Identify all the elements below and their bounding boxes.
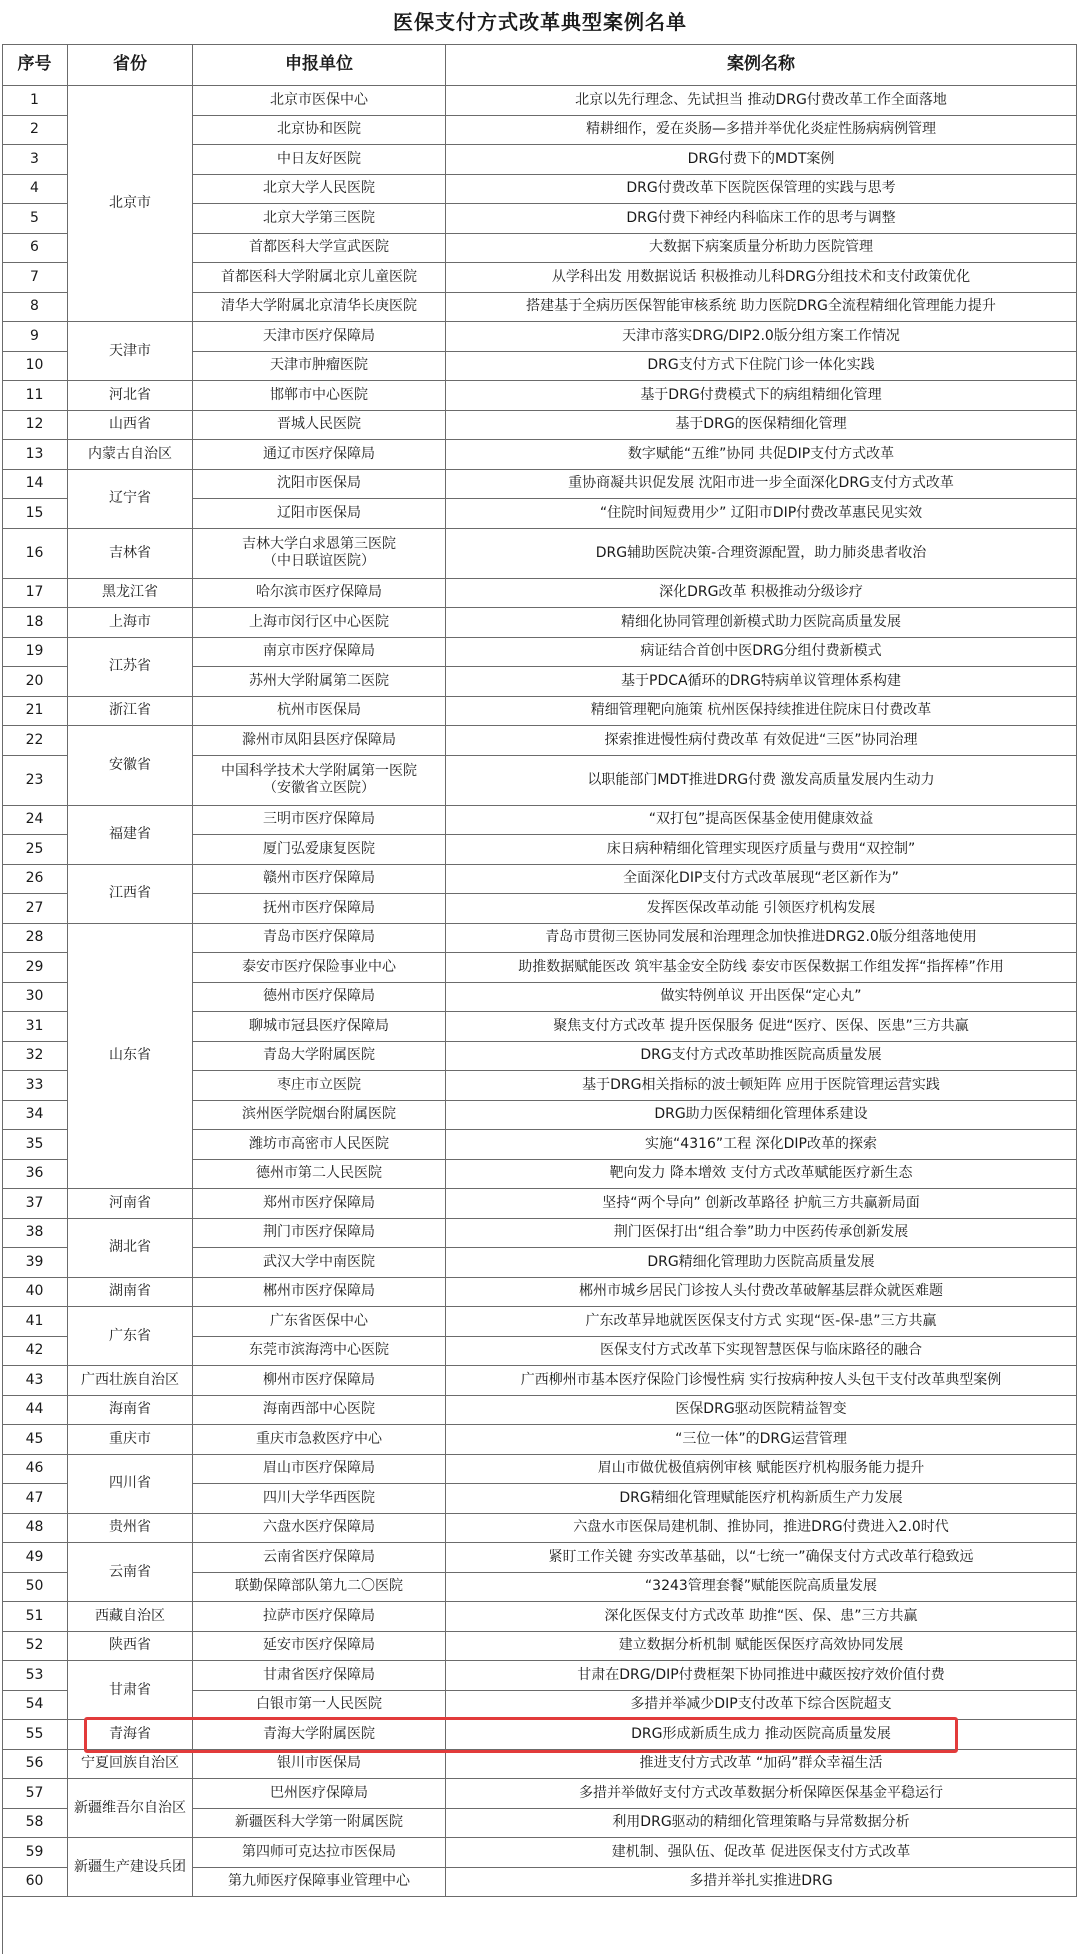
- case-name-cell: DRG精细化管理助力医院高质量发展: [446, 1248, 1077, 1278]
- row-number-cell: 18: [2, 608, 68, 638]
- province-cell: 浙江省: [68, 697, 193, 727]
- unit-cell: 沈阳市医保局: [193, 470, 446, 500]
- province-cell: 天津市: [68, 322, 193, 381]
- province-cell: 湖南省: [68, 1278, 193, 1308]
- row-number-cell: 11: [2, 381, 68, 411]
- row-number-cell: 46: [2, 1455, 68, 1485]
- province-cell: 江西省: [68, 865, 193, 924]
- document-title: 医保支付方式改革典型案例名单: [393, 10, 687, 34]
- row-number-cell: 55: [2, 1720, 68, 1750]
- header-province: 省份: [68, 44, 193, 86]
- row-number-cell: 58: [2, 1809, 68, 1839]
- case-name-cell: 多措并举减少DIP支付改革下综合医院超支: [446, 1691, 1077, 1721]
- row-number-cell: 45: [2, 1425, 68, 1455]
- province-cell: 陕西省: [68, 1632, 193, 1662]
- unit-cell: 东莞市滨海湾中心医院: [193, 1337, 446, 1367]
- unit-cell: 郑州市医疗保障局: [193, 1189, 446, 1219]
- province-cell: 吉林省: [68, 529, 193, 579]
- unit-cell: 北京大学人民医院: [193, 175, 446, 205]
- province-cell: 河北省: [68, 381, 193, 411]
- row-number-cell: 37: [2, 1189, 68, 1219]
- province-cell: 新疆生产建设兵团: [68, 1838, 193, 1897]
- case-name-cell: 数字赋能“五维”协同 共促DIP支付方式改革: [446, 440, 1077, 470]
- case-name-cell: 基于DRG的医保精细化管理: [446, 411, 1077, 441]
- unit-cell: 延安市医疗保障局: [193, 1632, 446, 1662]
- unit-cell: 潍坊市高密市人民医院: [193, 1130, 446, 1160]
- case-name-cell: 精细管理靶向施策 杭州医保持续推进住院床日付费改革: [446, 697, 1077, 727]
- unit-cell: 第四师可克达拉市医保局: [193, 1838, 446, 1868]
- unit-cell: 广东省医保中心: [193, 1307, 446, 1337]
- row-number-cell: 7: [2, 263, 68, 293]
- unit-cell: 郴州市医疗保障局: [193, 1278, 446, 1308]
- header-unit: 申报单位: [193, 44, 446, 86]
- unit-cell: 四川大学华西医院: [193, 1484, 446, 1514]
- unit-cell: 清华大学附属北京清华长庚医院: [193, 293, 446, 323]
- row-number-cell: 36: [2, 1160, 68, 1190]
- case-name-cell: “3243管理套餐”赋能医院高质量发展: [446, 1573, 1077, 1603]
- case-name-cell: 精细化协同管理创新模式助力医院高质量发展: [446, 608, 1077, 638]
- case-name-cell: “住院时间短费用少” 辽阳市DIP付费改革惠民见实效: [446, 499, 1077, 529]
- case-name-cell: 荆门医保打出“组合拳”助力中医药传承创新发展: [446, 1219, 1077, 1249]
- province-cell: 新疆维吾尔自治区: [68, 1779, 193, 1838]
- case-name-cell: 实施“4316”工程 深化DIP改革的探索: [446, 1130, 1077, 1160]
- case-name-cell: 广西柳州市基本医疗保险门诊慢性病 实行按病种按人头包干支付改革典型案例: [446, 1366, 1077, 1396]
- unit-cell: 泰安市医疗保险事业中心: [193, 953, 446, 983]
- case-name-cell: 甘肃在DRG/DIP付费框架下协同推进中藏医按疗效价值付费: [446, 1661, 1077, 1691]
- row-number-cell: 22: [2, 726, 68, 756]
- province-cell: 辽宁省: [68, 470, 193, 529]
- row-number-cell: 24: [2, 806, 68, 836]
- unit-cell: 德州市第二人民医院: [193, 1160, 446, 1190]
- row-number-cell: 23: [2, 756, 68, 806]
- unit-cell: 联勤保障部队第九二〇医院: [193, 1573, 446, 1603]
- unit-cell: 抚州市医疗保障局: [193, 894, 446, 924]
- row-number-cell: 10: [2, 352, 68, 382]
- unit-cell: 辽阳市医保局: [193, 499, 446, 529]
- case-name-cell: DRG助力医保精细化管理体系建设: [446, 1101, 1077, 1131]
- case-name-cell: 做实特例单议 开出医保“定心丸”: [446, 983, 1077, 1013]
- row-number-cell: 1: [2, 86, 68, 116]
- case-name-cell: DRG支付方式下住院门诊一体化实践: [446, 352, 1077, 382]
- unit-cell: 云南省医疗保障局: [193, 1543, 446, 1573]
- unit-cell: 聊城市冠县医疗保障局: [193, 1012, 446, 1042]
- row-number-cell: 15: [2, 499, 68, 529]
- row-number-cell: 5: [2, 204, 68, 234]
- unit-cell: 北京市医保中心: [193, 86, 446, 116]
- row-number-cell: 33: [2, 1071, 68, 1101]
- row-number-cell: 8: [2, 293, 68, 323]
- unit-cell: 天津市肿瘤医院: [193, 352, 446, 382]
- row-number-cell: 19: [2, 638, 68, 668]
- unit-cell: 甘肃省医疗保障局: [193, 1661, 446, 1691]
- unit-cell: 南京市医疗保障局: [193, 638, 446, 668]
- province-cell: 山东省: [68, 924, 193, 1190]
- row-number-cell: 4: [2, 175, 68, 205]
- unit-cell: 吉林大学白求恩第三医院 （中日联谊医院）: [193, 529, 446, 579]
- province-cell: 黑龙江省: [68, 579, 193, 609]
- case-name-cell: 天津市落实DRG/DIP2.0版分组方案工作情况: [446, 322, 1077, 352]
- row-number-cell: 17: [2, 579, 68, 609]
- row-number-cell: 39: [2, 1248, 68, 1278]
- row-number-cell: 49: [2, 1543, 68, 1573]
- header-number: 序号: [2, 44, 68, 86]
- unit-cell: 滨州医学院烟台附属医院: [193, 1101, 446, 1131]
- case-name-cell: 深化医保支付方式改革 助推“医、保、患”三方共赢: [446, 1602, 1077, 1632]
- row-number-cell: 32: [2, 1042, 68, 1072]
- row-number-cell: 3: [2, 145, 68, 175]
- case-name-cell: DRG支付方式改革助推医院高质量发展: [446, 1042, 1077, 1072]
- province-cell: 广西壮族自治区: [68, 1366, 193, 1396]
- row-number-cell: 57: [2, 1779, 68, 1809]
- province-cell: 广东省: [68, 1307, 193, 1366]
- province-cell: 福建省: [68, 806, 193, 865]
- case-name-cell: “双打包”提高医保基金使用健康效益: [446, 806, 1077, 836]
- unit-cell: 首都医科大学附属北京儿童医院: [193, 263, 446, 293]
- case-name-cell: 建机制、强队伍、促改革 促进医保支付方式改革: [446, 1838, 1077, 1868]
- row-number-cell: 2: [2, 116, 68, 146]
- case-name-cell: 搭建基于全病历医保智能审核系统 助力医院DRG全流程精细化管理能力提升: [446, 293, 1077, 323]
- unit-cell: 眉山市医疗保障局: [193, 1455, 446, 1485]
- province-cell: 上海市: [68, 608, 193, 638]
- row-number-cell: 16: [2, 529, 68, 579]
- province-cell: 云南省: [68, 1543, 193, 1602]
- row-number-cell: 44: [2, 1396, 68, 1426]
- province-cell: 贵州省: [68, 1514, 193, 1544]
- unit-cell: 枣庄市立医院: [193, 1071, 446, 1101]
- row-number-cell: 30: [2, 983, 68, 1013]
- case-name-cell: 床日病种精细化管理实现医疗质量与费用“双控制”: [446, 835, 1077, 865]
- unit-cell: 通辽市医疗保障局: [193, 440, 446, 470]
- unit-cell: 荆门市医疗保障局: [193, 1219, 446, 1249]
- case-name-cell: 医保支付方式改革下实现智慧医保与临床路径的融合: [446, 1337, 1077, 1367]
- row-number-cell: 54: [2, 1691, 68, 1721]
- case-name-cell: 北京以先行理念、先试担当 推动DRG付费改革工作全面落地: [446, 86, 1077, 116]
- case-name-cell: 青岛市贯彻三医协同发展和治理理念加快推进DRG2.0版分组落地使用: [446, 924, 1077, 954]
- row-number-cell: 25: [2, 835, 68, 865]
- province-cell: 甘肃省: [68, 1661, 193, 1720]
- case-name-cell: “三位一体”的DRG运营管理: [446, 1425, 1077, 1455]
- province-cell: 重庆市: [68, 1425, 193, 1455]
- case-name-cell: DRG付费下的MDT案例: [446, 145, 1077, 175]
- case-name-cell: 精耕细作，爱在炎肠—多措并举优化炎症性肠病病例管理: [446, 116, 1077, 146]
- province-cell: 内蒙古自治区: [68, 440, 193, 470]
- header-case: 案例名称: [446, 44, 1077, 86]
- unit-cell: 白银市第一人民医院: [193, 1691, 446, 1721]
- row-number-cell: 60: [2, 1868, 68, 1898]
- case-name-cell: 基于DRG付费模式下的病组精细化管理: [446, 381, 1077, 411]
- case-name-cell: 探索推进慢性病付费改革 有效促进“三医”协同治理: [446, 726, 1077, 756]
- row-number-cell: 50: [2, 1573, 68, 1603]
- case-name-cell: 郴州市城乡居民门诊按人头付费改革破解基层群众就医难题: [446, 1278, 1077, 1308]
- case-name-cell: 多措并举扎实推进DRG: [446, 1868, 1077, 1898]
- case-name-cell: DRG付费改革下医院医保管理的实践与思考: [446, 175, 1077, 205]
- unit-cell: 三明市医疗保障局: [193, 806, 446, 836]
- unit-cell: 北京大学第三医院: [193, 204, 446, 234]
- case-name-cell: 全面深化DIP支付方式改革展现“老区新作为”: [446, 865, 1077, 895]
- province-cell: 河南省: [68, 1189, 193, 1219]
- case-name-cell: 发挥医保改革动能 引领医疗机构发展: [446, 894, 1077, 924]
- case-name-cell: 眉山市做优极值病例审核 赋能医疗机构服务能力提升: [446, 1455, 1077, 1485]
- row-number-cell: 52: [2, 1632, 68, 1662]
- case-name-cell: 医保DRG驱动医院精益智变: [446, 1396, 1077, 1426]
- case-name-cell: DRG精细化管理赋能医疗机构新质生产力发展: [446, 1484, 1077, 1514]
- case-name-cell: 重协商凝共识促发展 沈阳市进一步全面深化DRG支付方式改革: [446, 470, 1077, 500]
- row-number-cell: 26: [2, 865, 68, 895]
- case-name-cell: 六盘水市医保局建机制、推协同，推进DRG付费进入2.0时代: [446, 1514, 1077, 1544]
- case-name-cell: 基于DRG相关指标的波士顿矩阵 应用于医院管理运营实践: [446, 1071, 1077, 1101]
- row-number-cell: 40: [2, 1278, 68, 1308]
- unit-cell: 武汉大学中南医院: [193, 1248, 446, 1278]
- province-cell: 西藏自治区: [68, 1602, 193, 1632]
- row-number-cell: 43: [2, 1366, 68, 1396]
- unit-cell: 重庆市急救医疗中心: [193, 1425, 446, 1455]
- case-table: [2, 44, 1077, 1954]
- unit-cell: 德州市医疗保障局: [193, 983, 446, 1013]
- row-number-cell: 13: [2, 440, 68, 470]
- row-number-cell: 31: [2, 1012, 68, 1042]
- row-number-cell: 41: [2, 1307, 68, 1337]
- case-name-cell: 紧盯工作关键 夯实改革基础，以“七统一”确保支付方式改革行稳致远: [446, 1543, 1077, 1573]
- row-number-cell: 27: [2, 894, 68, 924]
- unit-cell: 北京协和医院: [193, 116, 446, 146]
- row-number-cell: 38: [2, 1219, 68, 1249]
- unit-cell: 邯郸市中心医院: [193, 381, 446, 411]
- case-name-cell: 深化DRG改革 积极推动分级诊疗: [446, 579, 1077, 609]
- case-name-cell: DRG形成新质生成力 推动医院高质量发展: [446, 1720, 1077, 1750]
- province-cell: 湖北省: [68, 1219, 193, 1278]
- unit-cell: 天津市医疗保障局: [193, 322, 446, 352]
- province-cell: 山西省: [68, 411, 193, 441]
- row-number-cell: 14: [2, 470, 68, 500]
- case-name-cell: DRG付费下神经内科临床工作的思考与调整: [446, 204, 1077, 234]
- unit-cell: 苏州大学附属第二医院: [193, 667, 446, 697]
- province-cell: 四川省: [68, 1455, 193, 1514]
- province-cell: 海南省: [68, 1396, 193, 1426]
- row-number-cell: 21: [2, 697, 68, 727]
- unit-cell: 赣州市医疗保障局: [193, 865, 446, 895]
- unit-cell: 柳州市医疗保障局: [193, 1366, 446, 1396]
- unit-cell: 青岛大学附属医院: [193, 1042, 446, 1072]
- unit-cell: 新疆医科大学第一附属医院: [193, 1809, 446, 1839]
- case-name-cell: 广东改革异地就医医保支付方式 实现“医-保-患”三方共赢: [446, 1307, 1077, 1337]
- row-number-cell: 12: [2, 411, 68, 441]
- unit-cell: 银川市医保局: [193, 1750, 446, 1780]
- row-number-cell: 59: [2, 1838, 68, 1868]
- row-number-cell: 51: [2, 1602, 68, 1632]
- case-name-cell: 坚持“两个导向” 创新改革路径 护航三方共赢新局面: [446, 1189, 1077, 1219]
- unit-cell: 青岛市医疗保障局: [193, 924, 446, 954]
- row-number-cell: 47: [2, 1484, 68, 1514]
- case-name-cell: 基于PDCA循环的DRG特病单议管理体系构建: [446, 667, 1077, 697]
- row-number-cell: 56: [2, 1750, 68, 1780]
- case-name-cell: 病证结合首创中医DRG分组付费新模式: [446, 638, 1077, 668]
- case-name-cell: 从学科出发 用数据说话 积极推动儿科DRG分组技术和支付政策优化: [446, 263, 1077, 293]
- case-name-cell: 聚焦支付方式改革 提升医保服务 促进“医疗、医保、医患”三方共赢: [446, 1012, 1077, 1042]
- row-number-cell: 9: [2, 322, 68, 352]
- case-name-cell: 靶向发力 降本增效 支付方式改革赋能医疗新生态: [446, 1160, 1077, 1190]
- province-cell: 安徽省: [68, 726, 193, 806]
- row-number-cell: 6: [2, 234, 68, 264]
- row-number-cell: 42: [2, 1337, 68, 1367]
- case-name-cell: 大数据下病案质量分析助力医院管理: [446, 234, 1077, 264]
- unit-cell: 海南西部中心医院: [193, 1396, 446, 1426]
- unit-cell: 杭州市医保局: [193, 697, 446, 727]
- case-name-cell: 助推数据赋能医改 筑牢基金安全防线 泰安市医保数据工作组发挥“指挥棒”作用: [446, 953, 1077, 983]
- case-name-cell: 以职能部门MDT推进DRG付费 激发高质量发展内生动力: [446, 756, 1077, 806]
- row-number-cell: 29: [2, 953, 68, 983]
- case-name-cell: 利用DRG驱动的精细化管理策略与异常数据分析: [446, 1809, 1077, 1839]
- unit-cell: 首都医科大学宣武医院: [193, 234, 446, 264]
- row-number-cell: 34: [2, 1101, 68, 1131]
- unit-cell: 中国科学技术大学附属第一医院 （安徽省立医院）: [193, 756, 446, 806]
- unit-cell: 中日友好医院: [193, 145, 446, 175]
- case-name-cell: 建立数据分析机制 赋能医保医疗高效协同发展: [446, 1632, 1077, 1662]
- unit-cell: 巴州医疗保障局: [193, 1779, 446, 1809]
- unit-cell: 六盘水医疗保障局: [193, 1514, 446, 1544]
- unit-cell: 厦门弘爱康复医院: [193, 835, 446, 865]
- unit-cell: 哈尔滨市医疗保障局: [193, 579, 446, 609]
- unit-cell: 晋城人民医院: [193, 411, 446, 441]
- row-number-cell: 48: [2, 1514, 68, 1544]
- province-cell: 江苏省: [68, 638, 193, 697]
- province-cell: 宁夏回族自治区: [68, 1750, 193, 1780]
- case-name-cell: 多措并举做好支付方式改革数据分析保障医保基金平稳运行: [446, 1779, 1077, 1809]
- row-number-cell: 28: [2, 924, 68, 954]
- row-number-cell: 20: [2, 667, 68, 697]
- unit-cell: 上海市闵行区中心医院: [193, 608, 446, 638]
- unit-cell: 第九师医疗保障事业管理中心: [193, 1868, 446, 1898]
- province-cell: 北京市: [68, 86, 193, 322]
- case-name-cell: 推进支付方式改革 “加码”群众幸福生活: [446, 1750, 1077, 1780]
- unit-cell: 拉萨市医疗保障局: [193, 1602, 446, 1632]
- province-cell: 青海省: [68, 1720, 193, 1750]
- row-number-cell: 53: [2, 1661, 68, 1691]
- row-number-cell: 35: [2, 1130, 68, 1160]
- unit-cell: 滁州市凤阳县医疗保障局: [193, 726, 446, 756]
- case-name-cell: DRG辅助医院决策-合理资源配置，助力肺炎患者收治: [446, 529, 1077, 579]
- unit-cell: 青海大学附属医院: [193, 1720, 446, 1750]
